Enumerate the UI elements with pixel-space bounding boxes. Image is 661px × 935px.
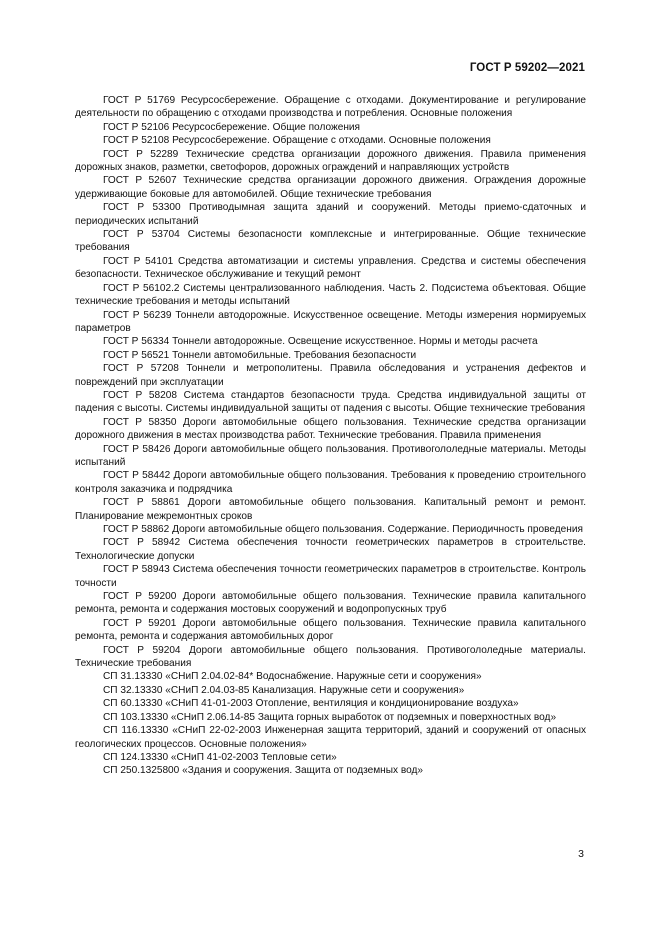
- reference-entry: ГОСТ Р 51769 Ресурсосбережение. Обращение с отходами. Документирование и регулирование деятельности по обращению с отходами производства и потребления. Основные положения: [75, 95, 586, 120]
- reference-entry: ГОСТ Р 58943 Система обеспечения точности геометрических параметров в строительстве. Контроль точности: [75, 564, 586, 589]
- reference-entry: СП 60.13330 «СНиП 41-01-2003 Отопление, вентиляция и кондиционирование воздуха»: [103, 698, 519, 710]
- reference-entry: ГОСТ Р 58861 Дороги автомобильные общего пользования. Капитальный ремонт и ремонт. Планирование межремонтных сроков: [75, 497, 586, 522]
- reference-entry: СП 250.1325800 «Здания и сооружения. Защита от подземных вод»: [103, 765, 423, 777]
- reference-entry: ГОСТ Р 56102.2 Системы централизованного наблюдения. Часть 2. Подсистема объектовая. Общие технические требования и методы испытаний: [75, 282, 586, 308]
- reference-entry: ГОСТ Р 52106 Ресурсосбережение. Общие положения: [103, 121, 360, 133]
- reference-entry: ГОСТ Р 59200 Дороги автомобильные общего пользования. Технические правила капитального ремонта, ремонта и содержания мостовых сооружений и водопропускных труб: [75, 591, 586, 616]
- reference-entry: ГОСТ Р 59201 Дороги автомобильные общего пользования. Технические правила капитального ремонта, ремонта и содержания автомобильных дорог: [75, 617, 586, 643]
- reference-entry: ГОСТ Р 53300 Противодымная защита зданий и сооружений. Методы приемо-сдаточных и периодических испытаний: [75, 202, 586, 227]
- reference-entry: ГОСТ Р 58862 Дороги автомобильные общего пользования. Содержание. Периодичность проведения: [103, 524, 583, 535]
- reference-entry: ГОСТ Р 52108 Ресурсосбережение. Обращение с отходами. Основные положения: [103, 135, 491, 147]
- reference-entry: ГОСТ Р 57208 Тоннели и метрополитены. Правила обследования и устранения дефектов и повреждений при эксплуатации: [75, 363, 586, 388]
- reference-entry: ГОСТ Р 53704 Системы безопасности комплексные и интегрированные. Общие технические требования: [75, 229, 586, 254]
- reference-entry: ГОСТ Р 56334 Тоннели автодорожные. Освещение искусственное. Нормы и методы расчета: [103, 336, 538, 348]
- reference-entry: ГОСТ Р 58426 Дороги автомобильные общего пользования. Противогололедные материалы. Методы испытаний: [75, 443, 586, 468]
- reference-entry: ГОСТ Р 58208 Система стандартов безопасности труда. Средства индивидуальной защиты от падения с высоты. Системы индивидуальной защиты от падения с высоты. Общие технические требования: [75, 389, 586, 415]
- reference-entry: ГОСТ Р 59204 Дороги автомобильные общего пользования. Противогололедные материалы. Технические требования: [75, 644, 586, 670]
- reference-entry: ГОСТ Р 54101 Средства автоматизации и системы управления. Средства и системы обеспечения безопасности. Техническое обслуживание и текущий ремонт: [75, 255, 586, 281]
- references-list: [75, 94, 586, 778]
- reference-entry: СП 103.13330 «СНиП 2.06.14-85 Защита горных выработок от подземных и поверхностных вод»: [103, 711, 557, 723]
- reference-entry: СП 32.13330 «СНиП 2.04.03-85 Канализация. Наружные сети и сооружения»: [103, 684, 465, 696]
- reference-entry: ГОСТ Р 58942 Система обеспечения точности геометрических параметров в строительстве. Технологические допуски: [75, 537, 586, 562]
- reference-entry: ГОСТ Р 56239 Тоннели автодорожные. Искусственное освещение. Методы измерения нормируемых параметров: [75, 309, 586, 334]
- reference-entry: ГОСТ Р 58350 Дороги автомобильные общего пользования. Технические средства организации дорожного движения в местах производства работ. Технические требования. Правила применения: [75, 416, 586, 442]
- document-code-header: ГОСТ Р 59202—2021: [469, 62, 585, 74]
- reference-entry: СП 116.13330 «СНиП 22-02-2003 Инженерная защита территорий, зданий и сооружений от опасных геологических процессов. Основные положения»: [75, 725, 586, 750]
- reference-entry: ГОСТ Р 58442 Дороги автомобильные общего пользования. Требования к проведению строительного контроля заказчика и подрядчика: [75, 470, 586, 495]
- reference-entry: ГОСТ Р 52607 Технические средства организации дорожного движения. Ограждения дорожные удерживающие боковые для автомобилей. Общие технические требования: [75, 175, 586, 200]
- reference-entry: ГОСТ Р 56521 Тоннели автомобильные. Требования безопасности: [103, 349, 417, 361]
- reference-entry: ГОСТ Р 52289 Технические средства организации дорожного движения. Правила применения дорожных знаков, разметки, светофоров, дорожных ограждений и направляющих устройств: [75, 148, 586, 174]
- reference-entry: СП 31.13330 «СНиП 2.04.02-84* Водоснабжение. Наружные сети и сооружения»: [103, 671, 482, 683]
- reference-entry: СП 124.13330 «СНиП 41-02-2003 Тепловые сети»: [103, 751, 337, 763]
- page-number: 3: [578, 848, 584, 860]
